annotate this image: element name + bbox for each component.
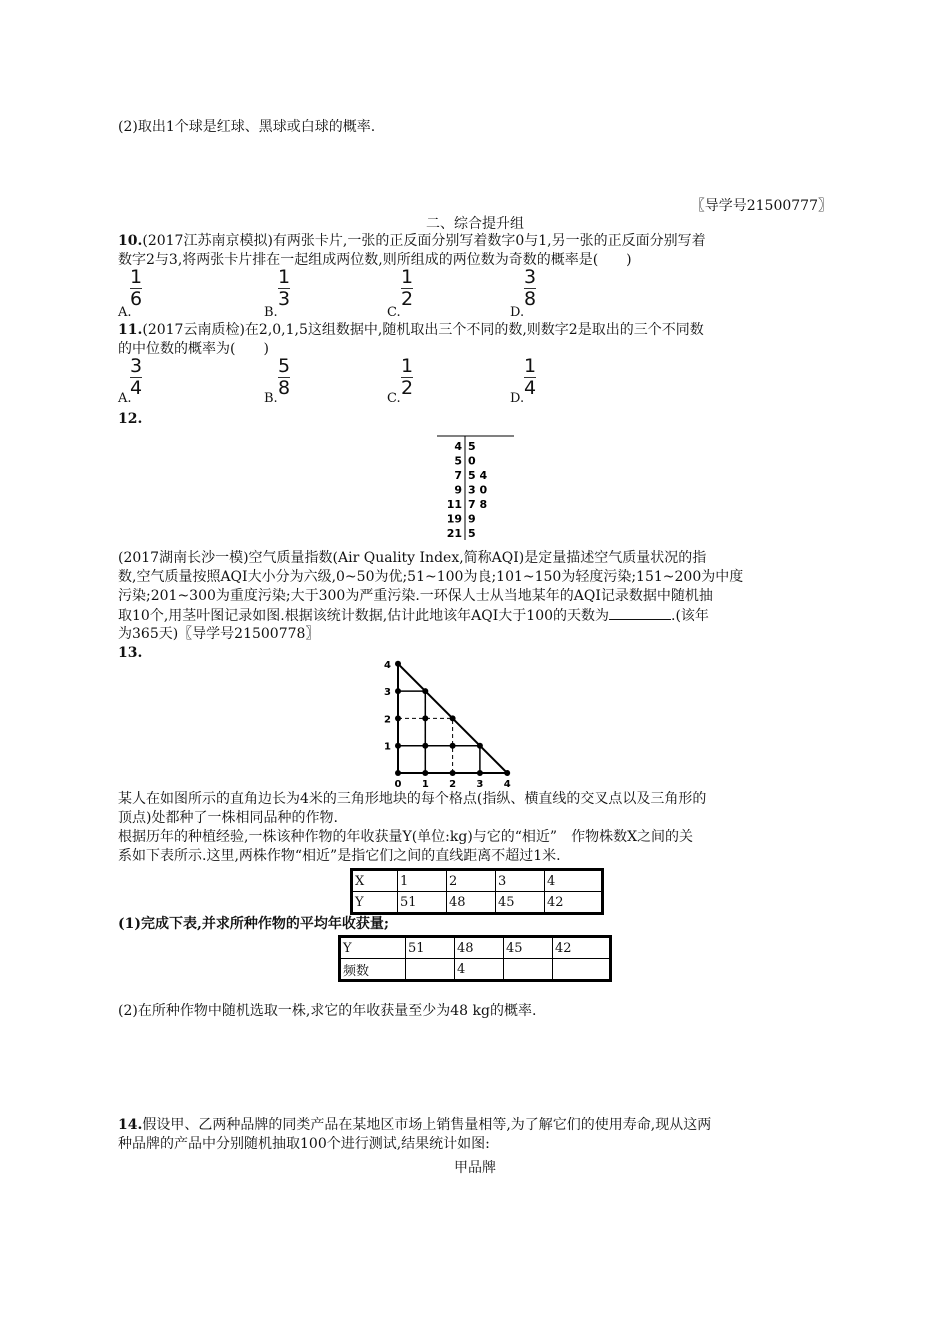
- fraction-numerator: 1: [278, 266, 291, 288]
- q14-number: 14.: [118, 1117, 143, 1133]
- q10-option-d-fraction: [524, 268, 536, 309]
- q11-option-c-fraction: [401, 357, 413, 398]
- q10-option-a-label: A.: [118, 305, 132, 320]
- table-cell: Y: [352, 892, 398, 914]
- q12-number: 12.: [118, 411, 143, 427]
- q12-line4: [118, 606, 709, 625]
- fraction-denominator: 4: [130, 377, 143, 399]
- ref-number-9: 〖导学号21500777〗: [690, 198, 832, 214]
- q11-option-a-fraction: [130, 357, 142, 398]
- q14-caption: 甲品牌: [454, 1160, 496, 1176]
- grid-point: [395, 661, 401, 667]
- q12-line3: 污染;201~300为重度污染;大于300为严重污染.一环保人士从当地某年的AQI记录数据中随机抽: [118, 588, 713, 604]
- x-axis-label: 3: [476, 779, 484, 790]
- q12-text4-tail: .(该年: [671, 608, 709, 624]
- table-row: [340, 959, 611, 981]
- stem-value: 19: [446, 512, 462, 526]
- frequency-table: [338, 935, 612, 982]
- leaf-values: 3 0: [468, 483, 488, 497]
- leaf-values: 5: [468, 440, 476, 453]
- q11-line2: 的中位数的概率为( ): [118, 341, 269, 357]
- table-row: [352, 892, 603, 914]
- q10-option-c-fraction: [401, 268, 413, 309]
- x-axis-label: 2: [449, 779, 457, 790]
- fraction-denominator: 2: [401, 377, 414, 399]
- stem-value: 21: [446, 527, 462, 540]
- grid-point: [422, 770, 428, 776]
- fraction-numerator: 5: [278, 355, 291, 377]
- stem-value: 9: [454, 483, 462, 497]
- table-cell: 48: [455, 937, 504, 959]
- leaf-values: 5: [468, 527, 476, 540]
- q14-line1: [118, 1116, 711, 1134]
- table-cell: [504, 959, 553, 981]
- table-cell: [553, 959, 611, 981]
- grid-point: [450, 770, 456, 776]
- q10-line1: [118, 232, 706, 250]
- stem-value: 5: [454, 454, 462, 468]
- stem-value: 11: [446, 498, 462, 511]
- fraction-numerator: 3: [130, 355, 143, 377]
- fraction-denominator: 8: [524, 288, 537, 310]
- grid-point: [477, 743, 483, 749]
- q13-line1: 某人在如图所示的直角边长为4米的三角形地块的每个格点(指纵、横直线的交叉点以及三角形的: [118, 791, 707, 807]
- q10-option-b-label: B.: [264, 305, 278, 320]
- fraction-denominator: 3: [278, 288, 291, 310]
- q11-number: 11.: [118, 322, 143, 338]
- q13-line2: 顶点)处都种了一株相同品种的作物.: [118, 810, 338, 826]
- table-cell: 频数: [340, 959, 406, 981]
- table-cell: 2: [447, 870, 496, 892]
- q13-part1: [118, 915, 389, 933]
- grid-point: [504, 770, 510, 776]
- q11-option-d-fraction: [524, 357, 536, 398]
- grid-point: [422, 715, 428, 721]
- table-cell: 3: [496, 870, 545, 892]
- q10-option-a-fraction: [130, 268, 142, 309]
- y-axis-label: 3: [384, 687, 391, 699]
- grid-point: [422, 743, 428, 749]
- stem-value: 4: [454, 440, 462, 453]
- fraction-denominator: 8: [278, 377, 291, 399]
- table-cell: 48: [447, 892, 496, 914]
- fraction-numerator: 1: [130, 266, 143, 288]
- table-cell: 51: [406, 937, 455, 959]
- grid-point: [395, 688, 401, 694]
- q12-text4: 取10个,用茎叶图记录如图.根据该统计数据,估计此地该年AQI大于100的天数为: [118, 608, 610, 624]
- leaf-values: 5 4: [468, 469, 488, 482]
- q11-option-c-label: C.: [387, 391, 401, 406]
- grid-point: [395, 743, 401, 749]
- y-axis-label: 2: [384, 714, 391, 726]
- table-cell: 4: [545, 870, 603, 892]
- x-axis-label: 4: [503, 779, 511, 790]
- leaf-values: 7 8: [468, 498, 488, 511]
- stem-value: 7: [454, 469, 462, 482]
- q13-line3: 根据历年的种植经验,一株该种作物的年收获量Y(单位:kg)与它的“相近” 作物株数X之间的关: [118, 829, 694, 845]
- leaf-values: 9: [468, 512, 476, 526]
- table-cell: 42: [553, 937, 611, 959]
- triangle-grid-svg: [382, 660, 542, 790]
- q10-line2: 数字2与3,将两张卡片排在一起组成两位数,则所组成的两位数为奇数的概率是( ): [118, 252, 632, 268]
- q11-option-b-fraction: [278, 357, 290, 398]
- q11-option-a-label: A.: [118, 391, 132, 406]
- fraction-numerator: 1: [401, 355, 414, 377]
- q10-option-c-label: C.: [387, 305, 401, 320]
- leaf-values: 0: [468, 454, 476, 468]
- q9-part2: (2)取出1个球是红球、黑球或白球的概率.: [118, 119, 376, 135]
- fraction-denominator: 6: [130, 288, 143, 310]
- grid-point: [477, 770, 483, 776]
- fraction-numerator: 1: [401, 266, 414, 288]
- q12-line2: 数,空气质量按照AQI大小分为六级,0~50为优;51~100为良;101~150为轻度污染;151~200为中度: [118, 569, 744, 585]
- q13-part1-text: (1)完成下表,并求所种作物的平均年收获量;: [118, 916, 390, 932]
- grid-point: [422, 688, 428, 694]
- stem-leaf-svg: [432, 428, 532, 543]
- fraction-numerator: 1: [524, 355, 537, 377]
- table-cell: 4: [455, 959, 504, 981]
- q12-line1: (2017湖南长沙一模)空气质量指数(Air Quality Index,简称AQI)是定量描述空气质量状况的指: [118, 550, 707, 566]
- q11-line1: [118, 321, 704, 339]
- grid-point: [395, 770, 401, 776]
- x-axis-label: 0: [394, 779, 402, 790]
- q14-text1: 假设甲、乙两种品牌的同类产品在某地区市场上销售量相等,为了解它们的使用寿命,现从这两: [142, 1117, 712, 1133]
- q10-number: 10.: [118, 233, 143, 249]
- table-cell: X: [352, 870, 398, 892]
- q10-text1: (2017江苏南京模拟)有两张卡片,一张的正反面分别写着数字0与1,另一张的正反面分别写着: [142, 233, 706, 249]
- table-cell: 45: [504, 937, 553, 959]
- fraction-denominator: 4: [524, 377, 537, 399]
- q11-option-b-label: B.: [264, 391, 278, 406]
- q12-line5: 为365天)〖导学号21500778〗: [118, 626, 320, 642]
- q11-text1: (2017云南质检)在2,0,1,5这组数据中,随机取出三个不同的数,则数字2是取出的三个不同数: [142, 322, 704, 338]
- grid-point: [395, 715, 401, 721]
- x-axis-label: 1: [421, 779, 429, 790]
- q10-option-d-label: D.: [510, 305, 525, 320]
- fraction-denominator: 2: [401, 288, 414, 310]
- section-title: 二、综合提升组: [426, 216, 524, 232]
- xy-table: [350, 868, 604, 915]
- fraction-numerator: 3: [524, 266, 537, 288]
- q10-option-b-fraction: [278, 268, 290, 309]
- y-axis-label: 4: [384, 660, 391, 671]
- table-cell: 51: [398, 892, 447, 914]
- q11-option-d-label: D.: [510, 391, 525, 406]
- table-row: [352, 870, 603, 892]
- answer-blank: [609, 606, 671, 620]
- y-axis-label: 1: [384, 741, 391, 753]
- q14-line2: 种品牌的产品中分别随机抽取100个进行测试,结果统计如图:: [118, 1136, 490, 1152]
- table-cell: 45: [496, 892, 545, 914]
- q13-line4: 系如下表所示.这里,两株作物“相近”是指它们之间的直线距离不超过1米.: [118, 848, 561, 864]
- grid-point: [450, 715, 456, 721]
- table-cell: 42: [545, 892, 603, 914]
- table-row: [340, 937, 611, 959]
- table-cell: Y: [340, 937, 406, 959]
- table-cell: [406, 959, 455, 981]
- q13-number: 13.: [118, 645, 143, 661]
- grid-point: [450, 743, 456, 749]
- q13-part2: (2)在所种作物中随机选取一株,求它的年收获量至少为48 kg的概率.: [118, 1003, 537, 1019]
- table-cell: 1: [398, 870, 447, 892]
